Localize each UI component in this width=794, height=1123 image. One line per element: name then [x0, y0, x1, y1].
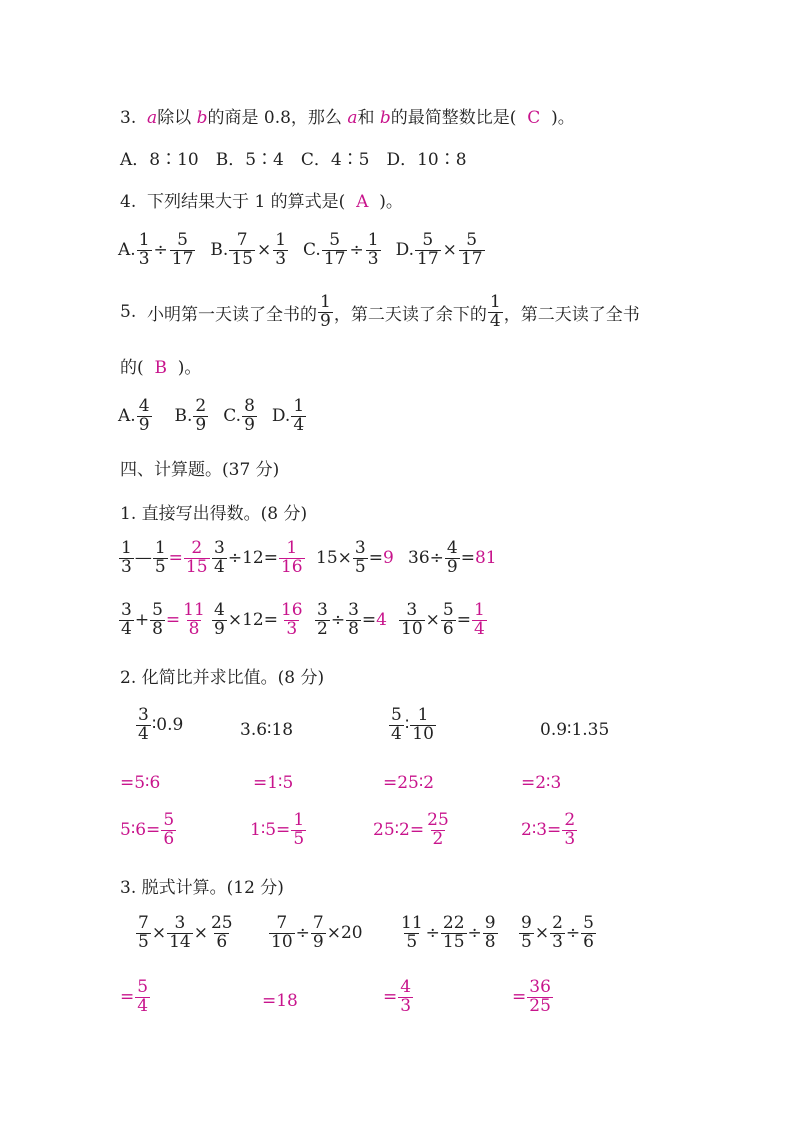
operator: × [256, 240, 272, 261]
fraction: $\frac{1}{4}$ [489, 292, 501, 331]
calc-1f [211, 602, 306, 639]
simplified-2: =1∶5 [253, 773, 294, 793]
ratio-2 [240, 720, 293, 740]
fraction: $\frac{11}{5}$ [401, 913, 423, 952]
fraction: $\frac{7}{9}$ [312, 913, 324, 952]
question-3 [120, 110, 575, 127]
step-calc-1 [135, 915, 236, 952]
answer-fraction: $\frac{2}{15}$ [185, 538, 208, 577]
fraction: $\frac{5}{6}$ [442, 600, 454, 639]
q3-text: 和 [357, 108, 375, 128]
fraction: $\frac{1}{3}$ [275, 230, 287, 269]
answer: 4 [376, 610, 387, 631]
fraction: $\frac{3}{14}$ [169, 913, 191, 952]
equals: = [368, 548, 383, 569]
q3-options: A．8∶10 B．5∶4 C．4∶5 D．10∶8 [120, 150, 467, 170]
fraction: $\frac{5}{17}$ [417, 230, 439, 269]
operator: ÷ [349, 240, 364, 261]
fraction: $\frac{1}{5}$ [154, 538, 166, 577]
option-label: D. [395, 240, 414, 261]
simplified-1: =5∶6 [120, 773, 161, 793]
ratio-value-3: 25∶2= $\frac{25}{2}$ [373, 810, 449, 849]
operator: × [151, 923, 167, 944]
q5-line2 [120, 360, 201, 377]
step-calc-2 [268, 915, 363, 952]
fraction: $\frac{25}{6}$ [210, 913, 233, 952]
section-4-title: 四、计算题。(37 分) [120, 460, 280, 480]
q3-text: )。 [551, 108, 575, 128]
fraction: $\frac{1}{3}$ [138, 230, 150, 269]
fraction: $\frac{4}{9}$ [138, 396, 150, 435]
step-result-2: =18 [262, 991, 298, 1011]
fraction: $\frac{5}{4}$ [391, 705, 402, 744]
operator: × [193, 923, 208, 944]
fraction: $\frac{9}{8}$ [484, 913, 496, 952]
fraction: $\frac{2}{9}$ [195, 396, 207, 435]
answer-fraction: $\frac{5}{4}$ [137, 977, 149, 1016]
expr-text: ÷12= [227, 548, 278, 569]
var-b: b [196, 108, 208, 128]
calc-1e [118, 602, 208, 639]
equals: = [165, 610, 181, 631]
operator: ÷ [565, 923, 581, 944]
answer-fraction: $\frac{11}{8}$ [183, 600, 205, 639]
calc-1h [398, 602, 488, 639]
answer-fraction: $\frac{25}{2}$ [427, 810, 449, 849]
calc-1d [408, 540, 497, 577]
fraction: $\frac{5}{8}$ [152, 600, 163, 639]
ratio-1 [135, 707, 183, 744]
expr-text: ∶0.9 [151, 715, 184, 736]
step-calc-4 [518, 915, 597, 952]
calc-1a [118, 540, 211, 577]
fraction: $\frac{3}{5}$ [354, 538, 366, 577]
expr-text: 15× [316, 548, 352, 569]
part-3-title: 3. 脱式计算。(12 分) [120, 878, 284, 898]
answer-fraction: $\frac{1}{4}$ [473, 600, 485, 639]
fraction: $\frac{22}{15}$ [442, 913, 465, 952]
question-4 [120, 194, 403, 211]
operator: — [134, 548, 152, 569]
ratio-3 [388, 707, 437, 744]
option-label: B. [174, 406, 193, 427]
q4-answer: A [356, 192, 369, 212]
step-calc-3 [398, 915, 499, 952]
var-a: a [147, 108, 158, 128]
fraction: $\frac{5}{17}$ [171, 230, 194, 269]
step-result-1: = $\frac{5}{4}$ [120, 977, 149, 1016]
operator: ÷ [330, 610, 346, 631]
q3-number: 3. [120, 108, 137, 128]
fraction: $\frac{3}{4}$ [214, 538, 225, 577]
q4-options [118, 232, 486, 269]
question-5 [120, 294, 640, 331]
expr-text: ∶ [404, 715, 410, 736]
answer-fraction: $\frac{36}{25}$ [529, 977, 551, 1016]
q4-stem: 下列结果大于 1 的算式是( [147, 192, 346, 212]
operator: ÷ [295, 923, 310, 944]
fraction: $\frac{3}{4}$ [138, 705, 149, 744]
q5-number: 5. [120, 302, 137, 323]
calc-1c [316, 540, 394, 577]
fraction: $\frac{3}{4}$ [121, 600, 132, 639]
fraction: $\frac{3}{10}$ [401, 600, 423, 639]
operator: ÷ [425, 923, 440, 944]
answer: 9 [382, 548, 394, 569]
calc-1b [211, 540, 306, 577]
operator: × [534, 923, 550, 944]
ratio-value-1: 5∶6= $\frac{5}{6}$ [120, 810, 175, 849]
q3-answer: C [527, 108, 541, 128]
operator: ÷ [467, 923, 482, 944]
q3-text: 的最简整数比是( [390, 108, 517, 128]
fraction: $\frac{1}{9}$ [320, 292, 331, 331]
simplified-3: =25∶2 [383, 773, 435, 793]
equals: = [168, 548, 183, 569]
q5-text: ，第二天读了余下的 [333, 304, 487, 325]
expr-text: 3.6∶18 [240, 720, 294, 740]
var-b: b [379, 108, 391, 128]
part-2-title: 2. 化简比并求比值。(8 分) [120, 668, 325, 688]
step-result-4: = $\frac{36}{25}$ [512, 977, 551, 1016]
fraction: $\frac{1}{3}$ [367, 230, 379, 269]
option-label: C. [223, 406, 242, 427]
expr-text: 36÷ [408, 548, 444, 569]
fraction: $\frac{7}{5}$ [138, 913, 149, 952]
equals: = [361, 610, 377, 631]
fraction: $\frac{2}{3}$ [552, 913, 563, 952]
fraction: $\frac{9}{5}$ [521, 913, 532, 952]
q5-options [118, 398, 307, 435]
calc-1g [314, 602, 387, 639]
equals: = [460, 548, 475, 569]
option-label: B. [210, 240, 229, 261]
fraction: $\frac{7}{15}$ [231, 230, 253, 269]
fraction: $\frac{5}{17}$ [323, 230, 346, 269]
fraction: $\frac{5}{6}$ [583, 913, 594, 952]
part-1-title: 1. 直接写出得数。(8 分) [120, 504, 308, 524]
expr-text: 0.9∶1.35 [540, 720, 610, 740]
ratio-value-2: 1∶5= $\frac{1}{5}$ [250, 810, 305, 849]
q4-number: 4. [120, 192, 137, 212]
ratio-4 [540, 720, 609, 740]
fraction: $\frac{1}{3}$ [121, 538, 132, 577]
simplified-4: =2∶3 [521, 773, 562, 793]
fraction: $\frac{5}{17}$ [460, 230, 483, 269]
q3-text: 除以 [157, 108, 192, 128]
var-a: a [347, 108, 358, 128]
answer-fraction: $\frac{2}{3}$ [564, 810, 576, 849]
q3-text: 的商是 0.8，那么 [207, 108, 342, 128]
q5-text: 的( [120, 358, 144, 378]
answer: 81 [474, 548, 497, 569]
answer-fraction: $\frac{16}{3}$ [280, 600, 303, 639]
ratio-value-4: 2∶3= $\frac{2}{3}$ [521, 810, 576, 849]
option-label: D. [271, 406, 291, 427]
expr-text: ×12= [227, 610, 278, 631]
fraction: $\frac{4}{9}$ [446, 538, 458, 577]
fraction: $\frac{7}{10}$ [271, 913, 293, 952]
answer-fraction: $\frac{5}{6}$ [163, 810, 175, 849]
answer-fraction: $\frac{4}{3}$ [400, 977, 412, 1016]
fraction: $\frac{8}{9}$ [244, 396, 255, 435]
option-label: A. [118, 240, 136, 261]
fraction: $\frac{4}{9}$ [214, 600, 225, 639]
operator: × [442, 240, 457, 261]
answer-fraction: $\frac{1}{16}$ [280, 538, 303, 577]
q5-text: )。 [177, 358, 202, 378]
q5-answer: B [154, 358, 167, 378]
operator: × [425, 610, 440, 631]
fraction: $\frac{1}{10}$ [412, 705, 434, 744]
option-label: C. [303, 240, 321, 261]
fraction: $\frac{1}{4}$ [293, 396, 305, 435]
operator: ÷ [153, 240, 168, 261]
q5-text: 小明第一天读了全书的 [147, 304, 318, 325]
fraction: $\frac{3}{8}$ [348, 600, 359, 639]
equals: = [456, 610, 471, 631]
fraction: $\frac{3}{2}$ [317, 600, 328, 639]
answer-fraction: $\frac{1}{5}$ [293, 810, 305, 849]
operator: + [134, 610, 150, 631]
step-result-3: = $\frac{4}{3}$ [383, 977, 412, 1016]
q4-text: )。 [379, 192, 403, 212]
option-label: A. [118, 406, 136, 427]
expr-text: ×20 [326, 923, 363, 944]
q5-text: ，第二天读了全书 [503, 304, 640, 325]
